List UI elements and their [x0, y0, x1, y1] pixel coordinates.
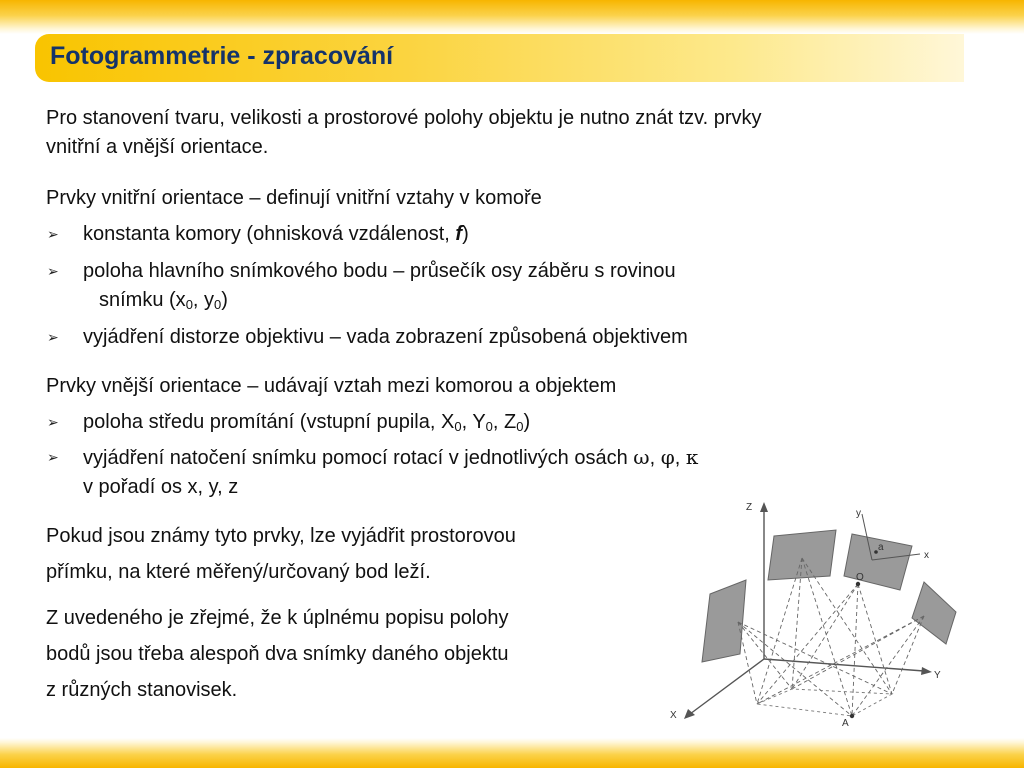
title-bar: [35, 34, 964, 82]
bullet-arrow-icon: ➢: [47, 329, 59, 345]
inner-bullet-distortion: ➢ vyjádření distorze objektivu – vada zobrazení způsobená objektivem: [46, 323, 976, 352]
photogrammetry-diagram: [662, 494, 992, 734]
image-plane-right: [912, 582, 956, 644]
label-x: x: [924, 550, 929, 561]
kappa-symbol: κ: [685, 445, 699, 469]
outer-orientation-heading: Prvky vnější orientace – udávají vztah mezi komorou a objektem: [46, 375, 617, 397]
label-A: A: [842, 718, 849, 729]
x-axis-arrow-icon: [684, 709, 695, 719]
bullet-arrow-icon: ➢: [47, 414, 59, 430]
bullet-arrow-icon: ➢: [47, 263, 59, 279]
slide-title: Fotogrammetrie - zpracování: [50, 42, 394, 70]
object-point-a: [850, 714, 854, 718]
inner-bullet-principal-point: ➢ poloha hlavního snímkového bodu – průsečík osy záběru s rovinou snímku ($x_0$, $y_0$): [46, 257, 976, 315]
image-plane-top-left: [768, 530, 836, 580]
z-axis-arrow-icon: [760, 502, 768, 512]
bullet-arrow-icon: ➢: [47, 449, 59, 465]
image-plane-left: [702, 580, 746, 662]
label-O: O: [856, 572, 864, 583]
bullet-arrow-icon: ➢: [47, 226, 59, 242]
label-Y: Y: [934, 670, 941, 681]
label-y: y: [856, 508, 861, 519]
label-X: X: [670, 710, 677, 721]
label-Z: Z: [746, 502, 753, 513]
conclusion-paragraph: Z uvedeného je zřejmé, že k úplnému popisu polohy bodů jsou třeba alespoň dva snímky daného objektu z různých stanovisek.: [46, 607, 509, 701]
inner-orientation-heading: Prvky vnitřní orientace – definují vnitřní vztahy v komoře: [46, 187, 542, 209]
phi-symbol: φ: [660, 445, 675, 469]
outer-bullet-rotations: ➢ vyjádření natočení snímku pomocí rotací v jednotlivých osách ω, φ, κ v pořadí os x, y, z: [47, 445, 699, 498]
y-axis-arrow-icon: [921, 667, 932, 675]
outer-bullet-projection-center: ➢ poloha středu promítání (vstupní pupila, $X_0$, $Y_0$, $Z_0$): [46, 408, 976, 437]
intro-line-2: vnitřní a vnější orientace.: [46, 136, 269, 158]
inner-bullet-camera-constant: ➢ konstanta komory (ohnisková vzdálenost, f): [46, 220, 976, 249]
intro-line-1: Pro stanovení tvaru, velikosti a prostorové polohy objektu je nutno znát tzv. prvky: [46, 107, 762, 129]
omega-symbol: ω: [633, 445, 650, 469]
intro-paragraph: [46, 104, 976, 162]
y-axis: [764, 659, 924, 671]
top-gradient-band: [0, 0, 1024, 34]
bottom-gradient-band: [0, 738, 1024, 768]
label-a: a: [878, 542, 884, 553]
object-outline: [757, 689, 892, 716]
known-elements-paragraph: Pokud jsou známy tyto prvky, lze vyjádřit prostorovou přímku, na které měřený/určovaný bod leží.: [46, 525, 516, 583]
